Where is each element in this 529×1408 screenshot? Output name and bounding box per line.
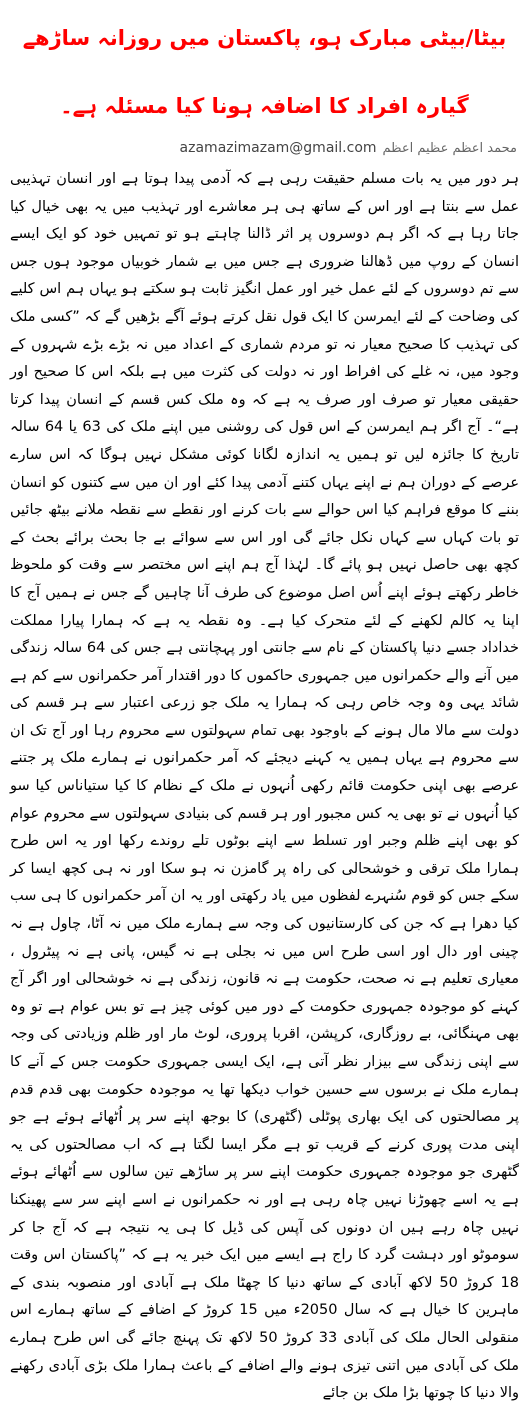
article-title: بیٹا/بیٹی مبارک ہو، پاکستان میں روزانہ ساڑھے گیارہ افراد کا اضافہ ہونا کیا مسئلہ ہے۔ [22, 26, 507, 118]
author-email[interactable]: azamazimazam@gmail.com [179, 140, 377, 156]
article-body: ہر دور میں یہ بات مسلم حقیقت رہی ہے کہ آدمی پیدا ہوتا ہے اور انسان تہذیبی عمل سے بنتا ہے اور اس کے ساتھ ہی ہر معاشرے اور تہذیب میں یہ بھی خیال کیا جاتا رہا ہے کہ اگر ہم دوسروں پر اثر ڈالنا چاہتے ہو تو تمہیں خود کو ایک ایسے انسان کے روپ میں ڈھالنا ضروری ہے جس میں بے شمار خوبیاں موجود ہوں جس سے تم دوسروں کے لئے عمل خیر اور عمل انگیز ثابت ہو سکتے ہو یہاں ہم اس کلیے کی وضاحت کے لئے ایمرسن کا ایک قول نقل کرتے ہوئے آگے بڑھیں گے کہ ”کسی ملک کی تہذیب کا صحیح معیار نہ تو مردم شماری کے اعداد میں نہ بڑے بڑے شہروں کے وجود میں، نہ غلے کی افراط اور نہ دولت کی کثرت میں ہے بلکہ اس کا صحیح اور حقیقی معیار تو صرف اور صرف یہ ہے کہ وہ ملک کس قسم کے انسان پیدا کرتا ہے“۔ آج اگر ہم ایمرسن کے اس قول کی روشنی میں اپنے ملک کی 63 یا 64 سالہ تاریخ کا جائزہ لیں تو ہمیں یہ اندازہ لگانا کوئی مشکل نہیں ہوگا کہ اس سارے عرصے کے دوران ہم نے اپنے یہاں کتنے آدمی پیدا کئے اور ان میں سے کتنوں کو انسان بننے کا موقع فراہم کیا اس حوالے سے بات کرنے اور نقطے سے نقطہ ملانے بیٹھ جائیں تو بات کہاں سے کہاں نکل جائے گی اور اس سے سوائے بے جا بحث برائے بحث کے کچھ بھی حاصل نہیں ہو پائے گا۔ لہٰذا آج ہم اپنے اس مختصر سے وقت کو ملحوظ خاطر رکھتے ہوئے اپنے اُس اصل موضوع کی طرف آنا چاہیں گے جس نے ہمیں آج کا اپنا یہ کالم لکھنے کے لئے متحرک کیا ہے۔ وہ نقطہ یہ ہے کہ ہمارا پیارا مملکت خداداد جسے دنیا پاکستان کے نام سے جانتی اور پہچانتی ہے جس کی 64 سالہ زندگی میں آنے والے حکمرانوں میں جمہوری حاکموں کا دور اقتدار آمر حکمرانوں سے کم ہے شائد یہی وہ وجہ خاص رہی کہ ہمارا یہ ملک جو زرعی اعتبار سے ہر قسم کی دولت سے مالا مال ہونے کے باوجود بھی تمام سہولتوں سے محروم رہا اور آج تک ان سے محروم ہے یہاں ہمیں یہ کہنے دیجئے کہ آمر حکمرانوں نے ہمارے ملک پر جتنے عرصے بھی اپنی حکومت قائم رکھی اُنہوں نے ملک کے نظام کا کیا ستیاناس کیا سو کیا اُنہوں نے تو بھی یہ کس مجبور اور ہر قسم کی بنیادی سہولتوں سے محروم عوام کو بھی اپنے ظلم وجبر اور تسلط سے اپنے بوٹوں تلے روندے رکھا اور یہ اس طرح ہمارا ملک ترقی و خوشحالی کی راہ پر گامزن نہ ہو سکا اور نہ ہی کچھ ایسا کر سکے جس کو قوم سُنہرے لفظوں میں یاد رکھتی اور یہ ان آمر حکمرانوں کا ہی سب کیا دھرا ہے کہ جن کی کارستانیوں کی وجہ سے ہمارے ملک میں نہ آٹا، چاول ہے نہ چینی اور دال اور اسی طرح اس میں نہ بجلی ہے نہ گیس، پانی ہے نہ پیٹرول ، معیاری تعلیم ہے نہ صحت، حکومت ہے نہ قانون، زندگی ہے نہ خوشحالی اور اگر آج کہنے کو موجودہ جمہوری حکومت کے دور میں کوئی چیز ہے تو بس عوام ہے تو وہ بھی مہنگائی، بے روزگاری، کرپشن، اقربا پروری، لوٹ مار اور ظلم وزیادتی کی وجہ سے اپنی زندگی سے بیزار نظر آتی ہے، ایک ایسی جمہوری حکومت جس کے آنے کا ہمارے ملک نے برسوں سے حسین خواب دیکھا تھا یہ موجودہ حکومت بھی قدم قدم پر مصالحتوں کی ایک بھاری پوٹلی (گٹھری) کا بوجھ اپنے سر پر اُٹھائے ہوئے ہے جو اپنی مدت پوری کرنے کے قریب تو ہے مگر ایسا لگتا ہے کہ اب مصالحتوں کی یہ گٹھری جو موجودہ جمہوری حکومت اپنے سر پر ساڑھے تین سالوں سے اُٹھائے ہوئے ہے یہ اسے چھوڑنا نہیں چاہ رہی ہے اور نہ حکمرانوں نے اسے اپنے سر سے پھینکنا نہیں چاہ رہے ہیں ان دونوں کی آپس کی ڈیل کا ہی یہ نتیجہ ہے کہ آج جا کر سوموٹو اور دہشت گرد کا راج ہے ایسے میں ایک خبر یہ ہے کہ ”پاکستان اس وقت 18 کروڑ 50 لاکھ آبادی کے ساتھ دنیا کا چھٹا ملک ہے آبادی اور منصوبہ بندی کے ماہرین کا خیال ہے کہ سال 2050ء میں 15 کروڑ کے اضافے کے ساتھ ہمارے اس منقولی الحال ملک کی آبادی 33 کروڑ 50 لاکھ تک پہنچ جائے گی اس طرح ہمارے ملک کی آبادی میں اتنی تیزی ہونے والے اضافے کے باعث ہمارا ملک بڑی آبادی رکھنے والا دنیا کا چوتھا بڑا ملک بن جائے [10, 171, 520, 1402]
author-name: محمد اعظم عظیم اعظم [382, 140, 517, 156]
byline [180, 140, 517, 156]
